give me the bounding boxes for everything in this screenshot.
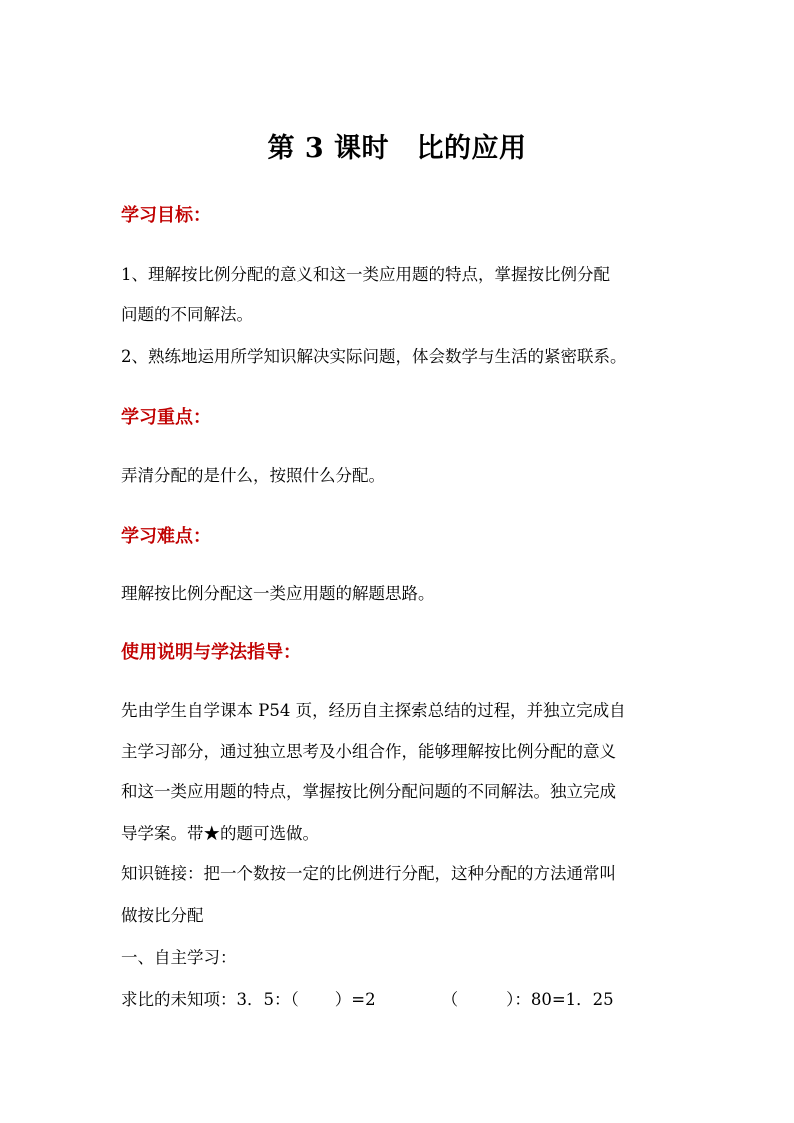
instructions-line-3: 和这一类应用题的特点，掌握按比例分配问题的不同解法。独立完成: [121, 782, 616, 801]
ratio-exercise-mid-1: ）=2: [334, 990, 376, 1009]
key-points-heading: 学习重点：: [121, 407, 211, 428]
ratio-exercise-suffix: ）：80=1．25: [506, 990, 614, 1009]
self-study-heading: 一、自主学习：: [121, 948, 237, 967]
ratio-exercise: [121, 986, 614, 1010]
page-title: 第 3 课时 比的应用: [267, 133, 527, 164]
knowledge-link-line-2: 做按比分配: [121, 906, 204, 925]
ratio-exercise-prefix: 求比的未知项：3．5：（: [121, 990, 299, 1009]
goal-item-1-line-1: 1、理解按比例分配的意义和这一类应用题的特点，掌握按比例分配: [121, 265, 610, 284]
learning-goals-heading: 学习目标：: [121, 205, 211, 226]
instructions-line-1: 先由学生自学课本 P54 页，经历自主探索总结的过程，并独立完成自: [121, 701, 626, 720]
instructions-line-4: 导学案。带★的题可选做。: [121, 824, 319, 843]
difficulties-heading: 学习难点：: [121, 526, 211, 547]
key-points-text: 弄清分配的是什么，按照什么分配。: [121, 466, 385, 485]
ratio-exercise-mid-2: （: [441, 990, 459, 1009]
instructions-line-2: 主学习部分，通过独立思考及小组合作，能够理解按比例分配的意义: [121, 742, 616, 761]
knowledge-link-line-1: 知识链接：把一个数按一定的比例进行分配，这种分配的方法通常叫: [121, 864, 616, 883]
goal-item-2: 2、熟练地运用所学知识解决实际问题，体会数学与生活的紧密联系。: [121, 347, 627, 366]
difficulties-text: 理解按比例分配这一类应用题的解题思路。: [121, 584, 435, 603]
instructions-heading: 使用说明与学法指导：: [121, 642, 301, 663]
goal-item-1-line-2: 问题的不同解法。: [121, 305, 253, 324]
